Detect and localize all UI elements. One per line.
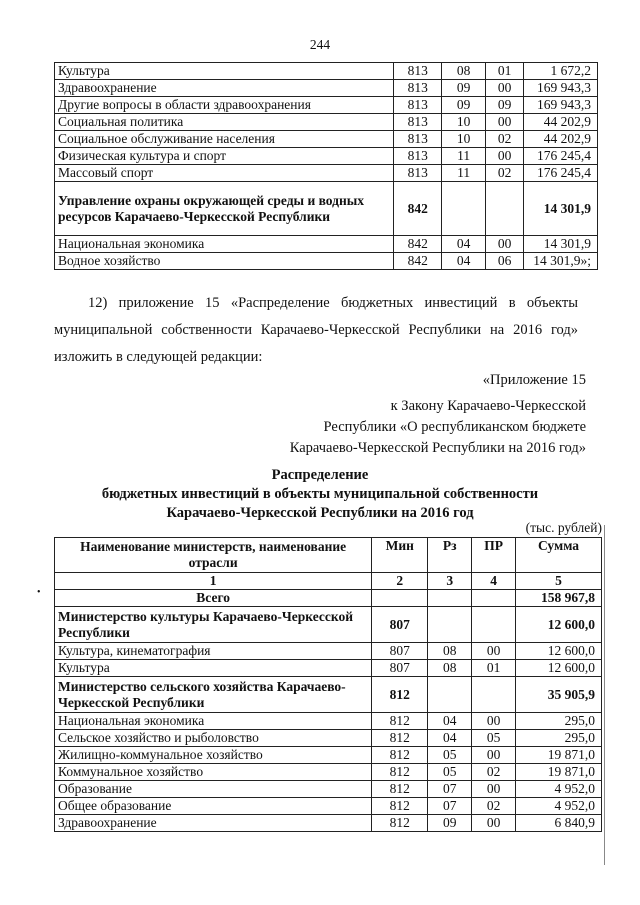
row-sum: 1 672,2 bbox=[524, 63, 598, 80]
row-rz: 07 bbox=[428, 781, 472, 798]
row-sum: 44 202,9 bbox=[524, 131, 598, 148]
margin-rule bbox=[604, 525, 605, 865]
row-min: 812 bbox=[372, 677, 428, 713]
row-name: Физическая культура и спорт bbox=[55, 148, 394, 165]
page-number: 244 bbox=[309, 37, 331, 52]
row-min: 813 bbox=[394, 114, 442, 131]
row-pr: 00 bbox=[486, 148, 524, 165]
row-min: 813 bbox=[394, 97, 442, 114]
row-name: Сельское хозяйство и рыболовство bbox=[55, 730, 372, 747]
table-row bbox=[55, 182, 598, 236]
row-pr: 02 bbox=[472, 764, 516, 781]
table-row bbox=[55, 80, 598, 97]
row-pr: 01 bbox=[486, 63, 524, 80]
col-number: 2 bbox=[372, 573, 428, 590]
row-rz bbox=[428, 677, 472, 713]
table-row bbox=[55, 165, 598, 182]
row-rz: 11 bbox=[442, 148, 486, 165]
row-min: 812 bbox=[372, 713, 428, 730]
row-rz: 10 bbox=[442, 131, 486, 148]
row-name: Управление охраны окружающей среды и водных ресурсов Карачаево-Черкесской Республики bbox=[55, 182, 394, 236]
doc-title-line-2: бюджетных инвестиций в объекты муниципальной собственности bbox=[101, 486, 539, 502]
row-pr: 00 bbox=[486, 236, 524, 253]
amendment-paragraph bbox=[54, 290, 578, 371]
row-min: 813 bbox=[394, 131, 442, 148]
row-min: 807 bbox=[372, 643, 428, 660]
row-rz: 09 bbox=[442, 80, 486, 97]
row-name: Социальная политика bbox=[55, 114, 394, 131]
total-sum: 158 967,8 bbox=[516, 590, 602, 607]
row-pr: 00 bbox=[472, 643, 516, 660]
row-pr: 09 bbox=[486, 97, 524, 114]
header-pr: ПР bbox=[472, 538, 516, 573]
row-sum: 35 905,9 bbox=[516, 677, 602, 713]
row-sum: 169 943,3 bbox=[524, 97, 598, 114]
total-row bbox=[55, 590, 602, 607]
row-min: 812 bbox=[372, 764, 428, 781]
row-sum: 14 301,9 bbox=[524, 236, 598, 253]
row-min: 807 bbox=[372, 660, 428, 677]
appendix-label: «Приложение 15 bbox=[482, 372, 586, 388]
units-note: (тыс. рублей) bbox=[525, 520, 602, 535]
row-name: Другие вопросы в области здравоохранения bbox=[55, 97, 394, 114]
amendment-text: 12) приложение 15 «Распределение бюджетных инвестиций в объекты муниципальной собственности Карачаево-Черкесской Республики на 2016 год» изложить в следующей редакции: bbox=[54, 295, 578, 365]
header-sum: Сумма bbox=[516, 538, 602, 573]
row-name: Министерство культуры Карачаево-Черкесской Республики bbox=[55, 607, 372, 643]
col-number: 5 bbox=[516, 573, 602, 590]
row-sum: 14 301,9 bbox=[524, 182, 598, 236]
row-pr: 00 bbox=[486, 114, 524, 131]
appendix-line-2: Республики «О республиканском бюджете bbox=[323, 419, 586, 435]
table-row bbox=[55, 798, 602, 815]
row-name: Национальная экономика bbox=[55, 713, 372, 730]
row-min: 812 bbox=[372, 815, 428, 832]
row-name: Социальное обслуживание населения bbox=[55, 131, 394, 148]
table-row bbox=[55, 643, 602, 660]
row-min: 842 bbox=[394, 236, 442, 253]
table-row bbox=[55, 253, 598, 270]
row-pr: 00 bbox=[472, 815, 516, 832]
row-min: 813 bbox=[394, 148, 442, 165]
doc-title-line-3: Карачаево-Черкесской Республики на 2016 год bbox=[166, 505, 474, 521]
table-header-row bbox=[55, 538, 602, 573]
row-name: Культура bbox=[55, 63, 394, 80]
row-min: 812 bbox=[372, 730, 428, 747]
row-rz: 07 bbox=[428, 798, 472, 815]
row-min: 812 bbox=[372, 781, 428, 798]
row-rz: 04 bbox=[428, 713, 472, 730]
table-row bbox=[55, 660, 602, 677]
row-sum: 4 952,0 bbox=[516, 798, 602, 815]
row-pr: 02 bbox=[472, 798, 516, 815]
row-sum: 44 202,9 bbox=[524, 114, 598, 131]
row-rz bbox=[428, 607, 472, 643]
row-name: Культура bbox=[55, 660, 372, 677]
row-sum: 12 600,0 bbox=[516, 643, 602, 660]
table-row bbox=[55, 677, 602, 713]
row-pr: 00 bbox=[472, 747, 516, 764]
row-sum: 19 871,0 bbox=[516, 764, 602, 781]
table-row bbox=[55, 764, 602, 781]
doc-title-line-1: Распределение bbox=[271, 467, 369, 483]
col-number: 1 bbox=[55, 573, 372, 590]
row-rz bbox=[442, 182, 486, 236]
table-row bbox=[55, 63, 598, 80]
row-sum: 19 871,0 bbox=[516, 747, 602, 764]
table-row bbox=[55, 730, 602, 747]
row-name: Общее образование bbox=[55, 798, 372, 815]
row-sum: 4 952,0 bbox=[516, 781, 602, 798]
row-name: Здравоохранение bbox=[55, 80, 394, 97]
row-pr: 05 bbox=[472, 730, 516, 747]
total-label: Всего bbox=[55, 590, 372, 607]
row-name: Национальная экономика bbox=[55, 236, 394, 253]
table-row bbox=[55, 131, 598, 148]
row-rz: 08 bbox=[442, 63, 486, 80]
row-pr: 06 bbox=[486, 253, 524, 270]
row-sum: 295,0 bbox=[516, 713, 602, 730]
row-sum: 6 840,9 bbox=[516, 815, 602, 832]
row-name: Водное хозяйство bbox=[55, 253, 394, 270]
header-rz: Рз bbox=[428, 538, 472, 573]
row-sum: 12 600,0 bbox=[516, 607, 602, 643]
table-row bbox=[55, 781, 602, 798]
row-name: Здравоохранение bbox=[55, 815, 372, 832]
table-row bbox=[55, 713, 602, 730]
row-rz: 05 bbox=[428, 764, 472, 781]
col-number: 3 bbox=[428, 573, 472, 590]
header-name: Наименование министерств, наименование отрасли bbox=[55, 538, 372, 573]
row-min: 813 bbox=[394, 63, 442, 80]
table-row bbox=[55, 148, 598, 165]
appendix-line-1: к Закону Карачаево-Черкесской bbox=[390, 398, 586, 414]
row-min: 842 bbox=[394, 182, 442, 236]
row-rz: 10 bbox=[442, 114, 486, 131]
row-rz: 08 bbox=[428, 643, 472, 660]
row-pr: 01 bbox=[472, 660, 516, 677]
row-pr: 00 bbox=[472, 713, 516, 730]
row-pr: 00 bbox=[486, 80, 524, 97]
row-min: 813 bbox=[394, 165, 442, 182]
row-sum: 176 245,4 bbox=[524, 148, 598, 165]
row-pr bbox=[472, 607, 516, 643]
row-min: 812 bbox=[372, 747, 428, 764]
row-min: 842 bbox=[394, 253, 442, 270]
row-min: 807 bbox=[372, 607, 428, 643]
row-rz: 08 bbox=[428, 660, 472, 677]
row-name: Министерство сельского хозяйства Карачаево-Черкесской Республики bbox=[55, 677, 372, 713]
row-sum: 12 600,0 bbox=[516, 660, 602, 677]
row-min: 812 bbox=[372, 798, 428, 815]
table-row bbox=[55, 607, 602, 643]
row-rz: 09 bbox=[442, 97, 486, 114]
row-rz: 11 bbox=[442, 165, 486, 182]
table-row bbox=[55, 236, 598, 253]
column-number-row bbox=[55, 573, 602, 590]
row-rz: 04 bbox=[442, 236, 486, 253]
row-pr bbox=[486, 182, 524, 236]
row-name: Массовый спорт bbox=[55, 165, 394, 182]
table-row bbox=[55, 97, 598, 114]
header-min: Мин bbox=[372, 538, 428, 573]
row-sum: 14 301,9»; bbox=[524, 253, 598, 270]
row-sum: 176 245,4 bbox=[524, 165, 598, 182]
row-rz: 09 bbox=[428, 815, 472, 832]
budget-table-continued bbox=[54, 62, 598, 270]
row-pr: 02 bbox=[486, 165, 524, 182]
table-row bbox=[55, 114, 598, 131]
row-name: Жилищно-коммунальное хозяйство bbox=[55, 747, 372, 764]
table-row bbox=[55, 815, 602, 832]
row-sum: 169 943,3 bbox=[524, 80, 598, 97]
row-name: Коммунальное хозяйство bbox=[55, 764, 372, 781]
col-number: 4 bbox=[472, 573, 516, 590]
row-pr bbox=[472, 677, 516, 713]
margin-mark: • bbox=[37, 587, 41, 598]
row-name: Образование bbox=[55, 781, 372, 798]
investment-table bbox=[54, 537, 602, 832]
row-rz: 04 bbox=[442, 253, 486, 270]
row-name: Культура, кинематография bbox=[55, 643, 372, 660]
row-pr: 02 bbox=[486, 131, 524, 148]
table-row bbox=[55, 747, 602, 764]
row-sum: 295,0 bbox=[516, 730, 602, 747]
row-rz: 05 bbox=[428, 747, 472, 764]
row-rz: 04 bbox=[428, 730, 472, 747]
appendix-line-3: Карачаево-Черкесской Республики на 2016 год» bbox=[289, 440, 586, 456]
row-min: 813 bbox=[394, 80, 442, 97]
row-pr: 00 bbox=[472, 781, 516, 798]
